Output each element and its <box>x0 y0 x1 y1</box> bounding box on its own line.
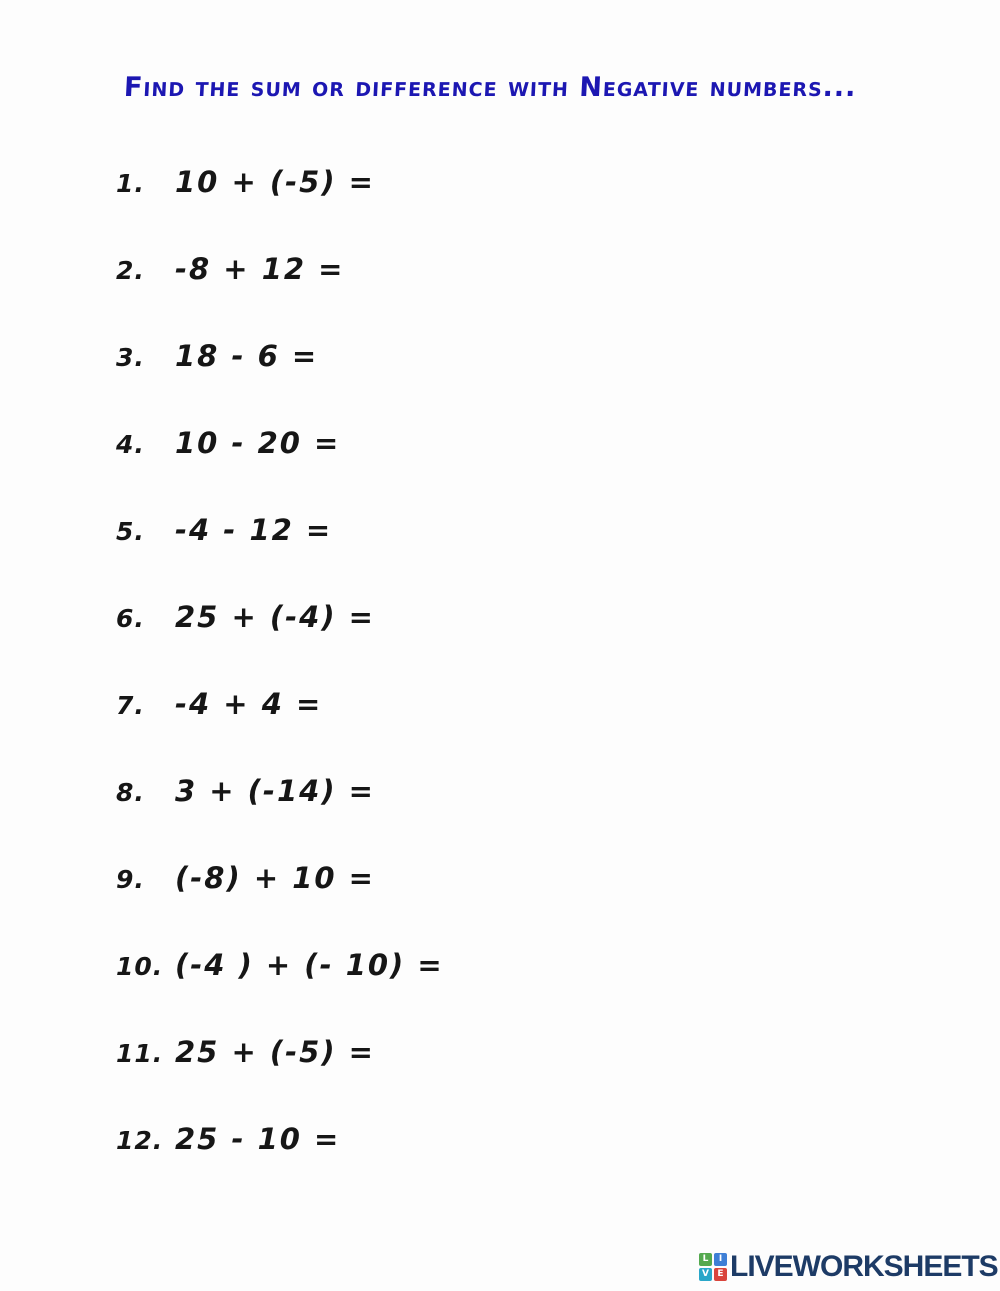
problem-expression: 10 - 20 = <box>175 426 341 460</box>
logo-tile-e: E <box>714 1268 727 1281</box>
problem-row <box>0 948 1000 1035</box>
liveworksheets-logo-icon <box>699 1253 727 1281</box>
problem-row <box>0 774 1000 861</box>
problem-expression: 25 - 10 = <box>175 1122 341 1156</box>
problem-number: 3. <box>116 343 145 372</box>
problem-number: 12. <box>116 1126 164 1155</box>
problem-number: 1. <box>116 169 145 198</box>
problem-row <box>0 165 1000 252</box>
footer <box>699 1250 998 1284</box>
logo-tile-i: I <box>714 1253 727 1266</box>
problem-expression: 25 + (-4) = <box>175 600 375 634</box>
problem-number: 8. <box>116 778 145 807</box>
problem-expression: 18 - 6 = <box>175 339 319 373</box>
logo-tile-l: L <box>699 1253 712 1266</box>
problem-expression: -4 + 4 = <box>175 687 323 721</box>
problem-list <box>0 165 1000 1209</box>
problem-row <box>0 1122 1000 1209</box>
problem-row <box>0 426 1000 513</box>
problem-row <box>0 252 1000 339</box>
problem-expression: -4 - 12 = <box>175 513 333 547</box>
problem-number: 10. <box>116 952 164 981</box>
problem-expression: (-4 ) + (- 10) = <box>175 948 444 982</box>
problem-row <box>0 1035 1000 1122</box>
problem-expression: 3 + (-14) = <box>175 774 375 808</box>
problem-number: 5. <box>116 517 145 546</box>
problem-row <box>0 600 1000 687</box>
problem-number: 11. <box>116 1039 164 1068</box>
problem-number: 2. <box>116 256 145 285</box>
problem-expression: 10 + (-5) = <box>175 165 375 199</box>
problem-row <box>0 513 1000 600</box>
problem-number: 6. <box>116 604 145 633</box>
problem-expression: (-8) + 10 = <box>175 861 375 895</box>
brand-name: LIVEWORKSHEETS <box>730 1250 998 1283</box>
problem-row <box>0 339 1000 426</box>
problem-number: 9. <box>116 865 145 894</box>
problem-expression: 25 + (-5) = <box>175 1035 375 1069</box>
problem-expression: -8 + 12 = <box>175 252 345 286</box>
problem-row <box>0 687 1000 774</box>
logo-tile-v: V <box>699 1268 712 1281</box>
problem-number: 7. <box>116 691 145 720</box>
problem-row <box>0 861 1000 948</box>
worksheet-title: Find the sum or difference with Negative numbers... <box>123 72 858 103</box>
problem-number: 4. <box>116 430 145 459</box>
